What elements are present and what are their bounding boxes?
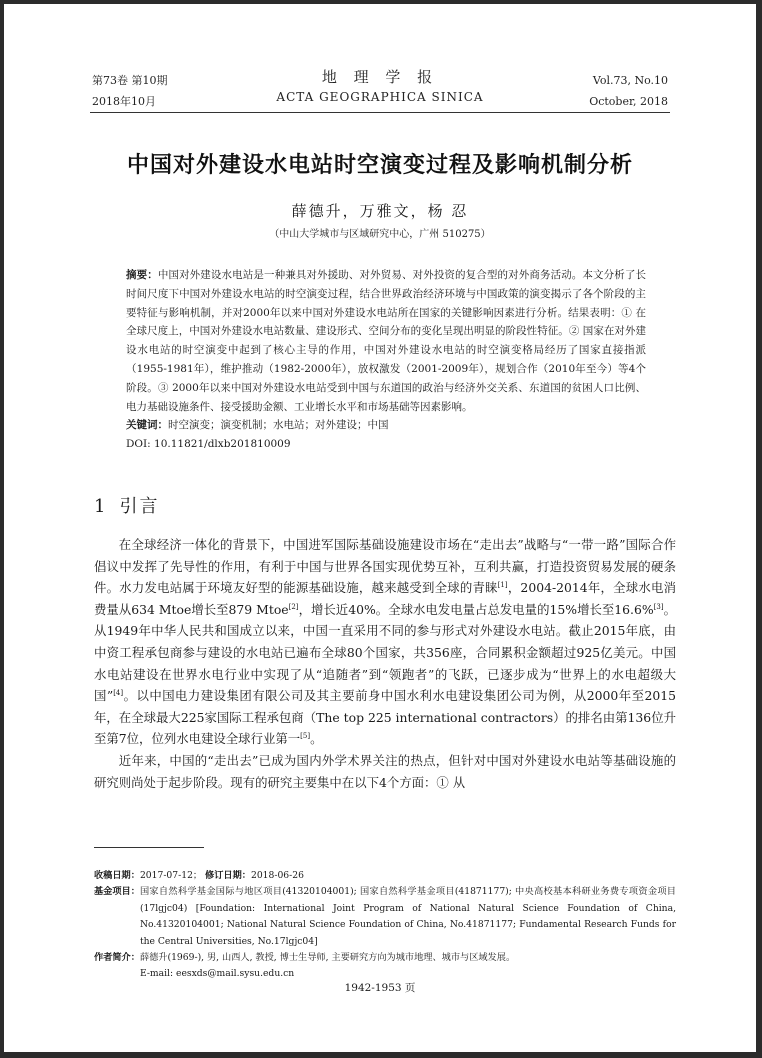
section-number: 1 bbox=[94, 496, 108, 517]
section-heading bbox=[94, 492, 159, 518]
paper-title: 中国对外建设水电站时空演变过程及影响机制分析 bbox=[126, 153, 633, 178]
body-text bbox=[94, 534, 676, 793]
author-email[interactable]: E-mail: eesxds@mail.sysu.edu.cn bbox=[139, 968, 295, 980]
abstract-block bbox=[126, 266, 646, 454]
text-run: 。 bbox=[310, 731, 323, 747]
received-date: 2017-07-12； bbox=[139, 870, 203, 881]
dates-line bbox=[94, 868, 676, 884]
footnotes bbox=[94, 868, 676, 983]
fund-label: 基金项目： bbox=[94, 886, 140, 898]
paper-page bbox=[4, 4, 756, 1052]
date-en: October, 2018 bbox=[589, 95, 668, 108]
doi-line: DOI: 10.11821/dlxb201810009 bbox=[126, 438, 291, 451]
funding-line bbox=[94, 884, 676, 950]
footnote-divider bbox=[94, 847, 204, 848]
citation-ref[interactable]: [1] bbox=[497, 581, 508, 590]
text-run: 。从1949年中华人民共和国成立以来，中国一直采用不同的参与形式对外建设水电站。截止2015年底，由中资工程承包商参与建设的水电站已遍布全球80个国家，共356座，合同累积金额超过925亿美元。中国水电站建设在世界水电行业中实现了从“追随者”到“领跑者”的飞跃，已逐步成为“世界上的水电超级大国” bbox=[94, 601, 676, 704]
received-label: 收稿日期： bbox=[94, 870, 140, 881]
author-bio-text: 薛德升(1969-), 男, 山西人, 教授, 博士生导师, 主要研究方向为城市地理、城市与区域发展。 bbox=[139, 952, 516, 964]
text-run: 。以中国电力建设集团有限公司及其主要前身中国水利水电建设集团公司为例，从2000年至2015年，在全球最大225家国际工程承包商（The top 225 international contractors）的排名由第136位升至第7位，位列水电建设全球行业第一 bbox=[94, 688, 676, 747]
body-paragraph bbox=[94, 534, 676, 750]
text-run: ，增长近40%。全球水电发电量占总发电量的15%增长至16.6% bbox=[298, 601, 654, 617]
fund-text: 国家自然科学基金国际与地区项目(41320104001); 国家自然科学基金项目(41871177); 中央高校基本科研业务费专项资金项目(17lgjc04) [Foundation: International Joint Program of National Natural Science Foundation of China, No.41320104001; National Natural Science Foundation of China, No.41871177; Fundamental Research Funds for the Central Universities, No.17lgjc04] bbox=[139, 886, 676, 947]
author-bio-label: 作者简介： bbox=[94, 952, 140, 964]
citation-ref[interactable]: [2] bbox=[288, 602, 299, 611]
keywords-line bbox=[126, 416, 646, 435]
journal-name-cn: 地 理 学 报 bbox=[321, 68, 439, 86]
citation-ref[interactable]: [3] bbox=[653, 602, 664, 611]
header-divider bbox=[90, 112, 670, 113]
abstract-label: 摘要： bbox=[126, 269, 158, 281]
journal-name-en: ACTA GEOGRAPHICA SINICA bbox=[276, 90, 484, 104]
revised-date: 2018-06-26 bbox=[250, 870, 304, 881]
affiliation: （中山大学城市与区域研究中心，广州 510275） bbox=[269, 229, 491, 240]
text-run: 在全球经济一体化的背景下，中国进军国际基础设施建设市场在“走出去”战略与“一带一路”国际合作倡议中发挥了先导性的作用，有利于中国与世界各国实现优势互补，互利共赢，打造投资贸易发展的硬条件。水力发电站属于环境友好型的能源基础设施，越来越受到全球的青睐 bbox=[94, 537, 676, 596]
citation-ref[interactable]: [5] bbox=[300, 732, 311, 741]
keywords-text: 时空演变；演变机制；水电站；对外建设；中国 bbox=[168, 419, 389, 432]
volume-issue-cn: 第73卷 第10期 bbox=[92, 74, 168, 87]
citation-ref[interactable]: [4] bbox=[113, 689, 124, 698]
volume-issue-en: Vol.73, No.10 bbox=[592, 74, 668, 87]
author-bio-line bbox=[94, 950, 676, 983]
text-run: ，2004-2014年，全球水电消费量从634 Mtoe增长至879 Mtoe bbox=[94, 580, 676, 617]
abstract-text: 中国对外建设水电站是一种兼具对外援助、对外贸易、对外投资的复合型的对外商务活动。本文分析了长时间尺度下中国对外建设水电站的时空演变过程，结合世界政治经济环境与中国政策的演变揭示了各个阶段的主要特征与影响机制，并对2000年以来中国对外建设水电站所在国家的关键影响因素进行分析。结果表明：① 在全球尺度上，中国对外建设水电站数量、建设形式、空间分布的变化呈现出明显的阶段性特征。② 国家在对外建设水电站的时空演变中起到了核心主导的作用，中国对外建设水电站的时空演变格局经历了国家直接指派（1955-1981年），维护推动（1982-2000年），放权激发（2001-2009年），规划合作（2010年至今）等4个阶段。③ 2000年以来中国对外建设水电站受到中国与东道国的政治与经济外交关系、东道国的贫困人口比例、电力基础设施条件、接受援助金额、工业增长水平和市场基础等因素影响。 bbox=[126, 269, 646, 413]
body-paragraph: 近年来，中国的“走出去”已成为国内外学术界关注的热点，但针对中国对外建设水电站等基础设施的研究则尚处于起步阶段。现有的研究主要集中在以下4个方面：① 从 bbox=[94, 752, 676, 790]
page-range: 1942-1953 页 bbox=[344, 982, 416, 994]
header-right bbox=[589, 70, 668, 112]
date-cn: 2018年10月 bbox=[92, 95, 156, 108]
author-list: 薛德升，万雅文，杨 忍 bbox=[291, 202, 469, 220]
section-title: 引言 bbox=[119, 496, 160, 517]
abstract-paragraph bbox=[126, 266, 646, 416]
revised-label: 修订日期： bbox=[205, 870, 251, 881]
keywords-label: 关键词： bbox=[126, 419, 168, 432]
